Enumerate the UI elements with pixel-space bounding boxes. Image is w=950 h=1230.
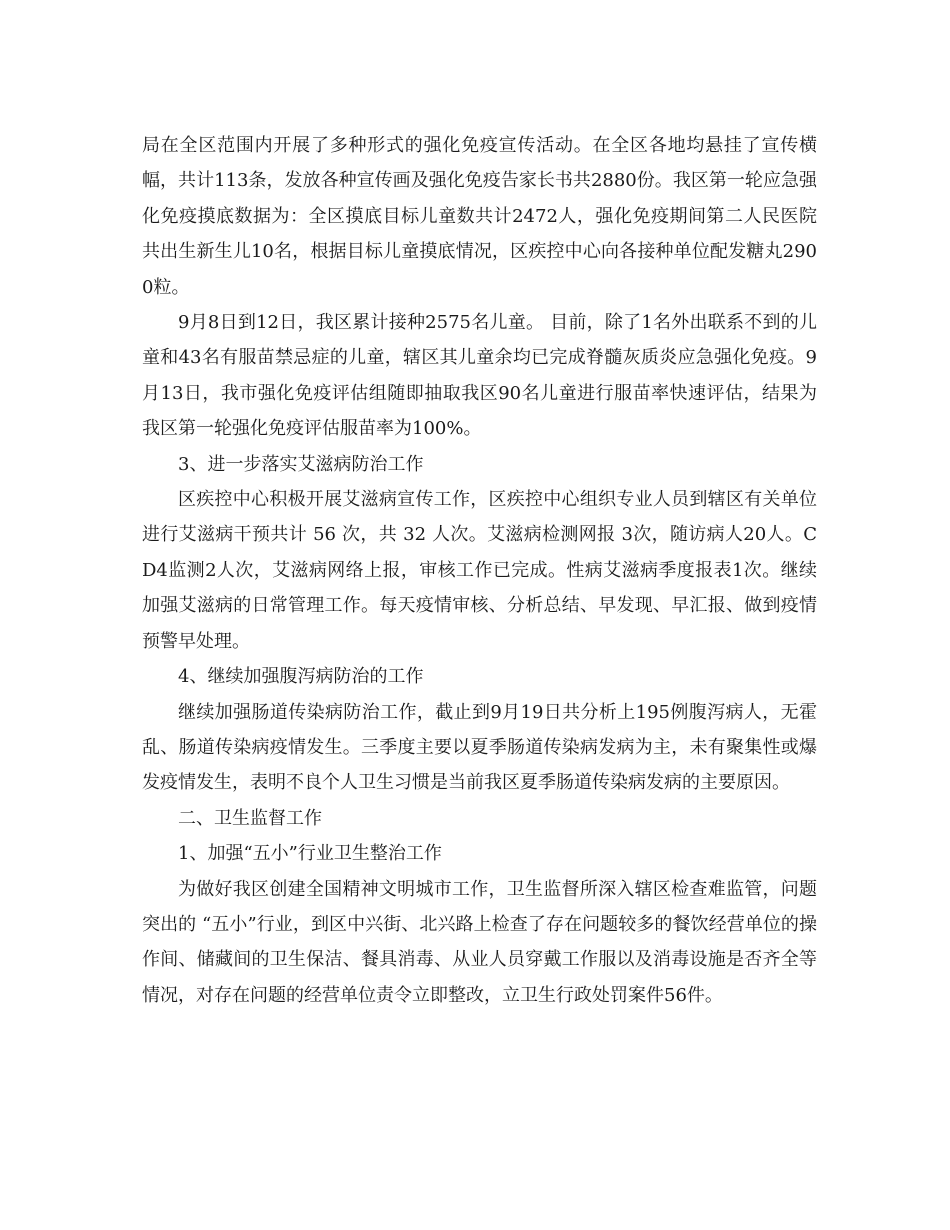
document-body	[142, 128, 817, 1013]
paragraph-aids-work: 区疾控中心积极开展艾滋病宣传工作，区疾控中心组织专业人员到辖区有关单位进行艾滋病干预共计 56 次，共 32 人次。艾滋病检测网报 3次，随访病人20人。CD4监测2人次，艾滋病网络上报，审核工作已完成。性病艾滋病季度报表1次。继续加强艾滋病的日常管理工作。每天疫情审核、分析总结、早发现、早汇报、做到疫情预警早处理。	[142, 489, 817, 652]
heading-health-supervision: 二、卫生监督工作	[178, 807, 322, 829]
paragraph-campaign-publicity: 局在全区范围内开展了多种形式的强化免疫宣传活动。在全区各地均悬挂了宣传横幅，共计113条，发放各种宣传画及强化免疫告家长书共2880份。我区第一轮应急强化免疫摸底数据为：全区摸底目标儿童数共计2472人，强化免疫期间第二人民医院共出生新生儿10名，根据目标儿童摸底情况，区疾控中心向各接种单位配发糖丸2900粒。	[142, 135, 817, 298]
heading-aids-prevention: 3、进一步落实艾滋病防治工作	[178, 453, 424, 475]
heading-diarrhea-prevention: 4、继续加强腹泻病防治的工作	[178, 666, 424, 688]
paragraph-five-small-inspection: 为做好我区创建全国精神文明城市工作，卫生监督所深入辖区检查难监管，问题突出的 “五小”行业，到区中兴街、北兴路上检查了存在问题较多的餐饮经营单位的操作间、储藏间的卫生保洁、餐具消毒、从业人员穿戴工作服以及消毒设施是否齐全等情况，对存在问题的经营单位责令立即整改，立卫生行政处罚案件56件。	[142, 878, 817, 1006]
paragraph-vaccination-results: 9月8日到12日，我区累计接种2575名儿童。 目前，除了1名外出联系不到的儿童和43名有服苗禁忌症的儿童，辖区其儿童余均已完成脊髓灰质炎应急强化免疫。9月13日，我市强化免疫评估组随即抽取我区90名儿童进行服苗率快速评估，结果为我区第一轮强化免疫评估服苗率为100%。	[142, 312, 817, 440]
heading-five-small-industries: 1、加强“五小”行业卫生整治工作	[178, 843, 442, 865]
paragraph-intestinal-disease: 继续加强肠道传染病防治工作，截止到9月19日共分析上195例腹泻病人，无霍乱、肠道传染病疫情发生。三季度主要以夏季肠道传染病发病为主，未有聚集性或爆发疫情发生，表明不良个人卫生习惯是当前我区夏季肠道传染病发病的主要原因。	[142, 701, 817, 794]
